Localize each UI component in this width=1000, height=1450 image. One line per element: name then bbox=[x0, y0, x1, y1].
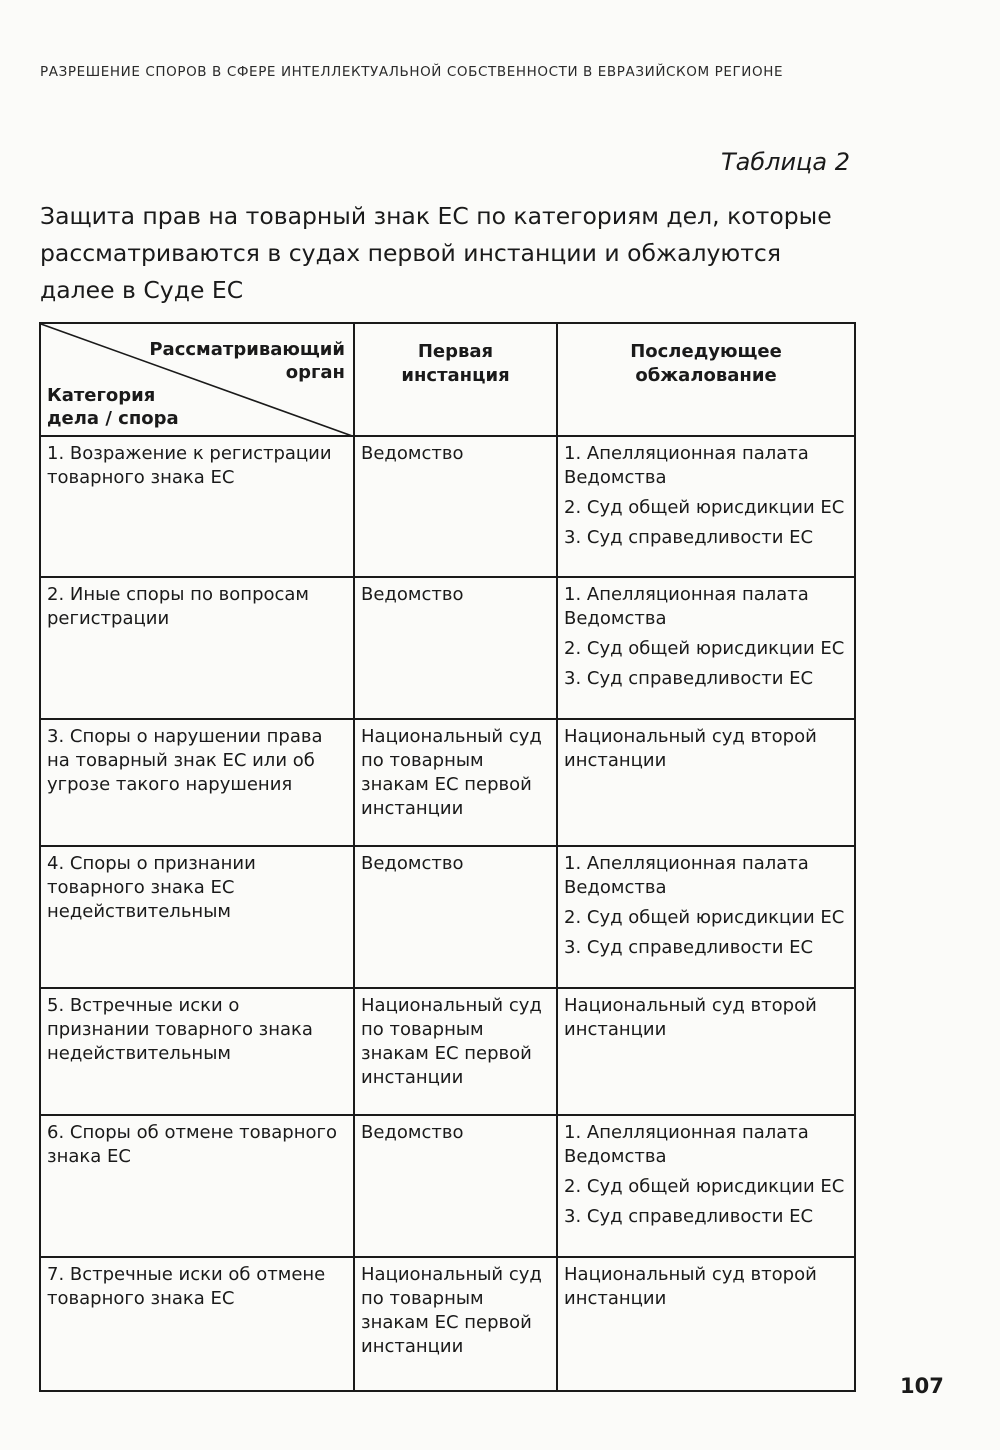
appeal-step: 3. Суд справедливости ЕС bbox=[564, 937, 814, 958]
category-cell: 4. Споры о признании товарного знака ЕС недействительным bbox=[40, 846, 354, 988]
category-cell: 1. Возражение к регистрации товарного знака ЕС bbox=[40, 436, 354, 577]
appeal-cell bbox=[557, 719, 855, 846]
header-reviewing-body: Рассматривающий орган bbox=[149, 339, 345, 383]
appeal-step: 3. Суд справедливости ЕС bbox=[564, 527, 814, 548]
appeal-step: Национальный суд второй инстанции bbox=[564, 726, 817, 771]
appeal-step: 1. Апелляционная палата Ведомства bbox=[564, 584, 809, 629]
appeal-step: Национальный суд второй инстанции bbox=[564, 1264, 817, 1309]
running-head: РАЗРЕШЕНИЕ СПОРОВ В СФЕРЕ ИНТЕЛЛЕКТУАЛЬНОЙ СОБСТВЕННОСТИ В ЕВРАЗИЙСКОМ РЕГИОНЕ bbox=[40, 64, 784, 80]
appeal-cell bbox=[557, 1257, 855, 1391]
first-instance-cell: Ведомство bbox=[354, 436, 557, 577]
table-title: Защита прав на товарный знак ЕС по категориям дел, которые рассматриваются в судах первой инстанции и обжалуются далее в Суде ЕС bbox=[40, 202, 832, 304]
table-row bbox=[40, 1257, 855, 1391]
appeal-cell bbox=[557, 1115, 855, 1257]
first-instance-cell: Ведомство bbox=[354, 846, 557, 988]
table-number: Таблица 2 bbox=[720, 148, 850, 176]
appeal-cell bbox=[557, 436, 855, 577]
category-cell: 3. Споры о нарушении права на товарный знак ЕС или об угрозе такого нарушения bbox=[40, 719, 354, 846]
header-first-instance: Первая инстанция bbox=[354, 323, 557, 436]
first-instance-cell: Национальный суд по товарным знакам ЕС первой инстанции bbox=[354, 988, 557, 1115]
table-row bbox=[40, 988, 855, 1115]
first-instance-cell: Ведомство bbox=[354, 577, 557, 719]
category-cell: 6. Споры об отмене товарного знака ЕС bbox=[40, 1115, 354, 1257]
appeal-step: 2. Суд общей юрисдикции ЕС bbox=[564, 638, 845, 659]
table-row bbox=[40, 1115, 855, 1257]
category-cell: 5. Встречные иски о признании товарного знака недействительным bbox=[40, 988, 354, 1115]
first-instance-cell: Ведомство bbox=[354, 1115, 557, 1257]
category-cell: 2. Иные споры по вопросам регистрации bbox=[40, 577, 354, 719]
appeal-step: 1. Апелляционная палата Ведомства bbox=[564, 443, 809, 488]
table-row bbox=[40, 846, 855, 988]
appeal-step: 2. Суд общей юрисдикции ЕС bbox=[564, 497, 845, 518]
appeal-cell bbox=[557, 988, 855, 1115]
appeal-step: 1. Апелляционная палата Ведомства bbox=[564, 853, 809, 898]
appeal-step: 3. Суд справедливости ЕС bbox=[564, 668, 814, 689]
header-category: Категория дела / спора bbox=[47, 385, 179, 429]
appeal-step: 2. Суд общей юрисдикции ЕС bbox=[564, 1176, 845, 1197]
table-row bbox=[40, 719, 855, 846]
appeal-cell bbox=[557, 846, 855, 988]
appeal-step: 3. Суд справедливости ЕС bbox=[564, 1206, 814, 1227]
category-cell: 7. Встречные иски об отмене товарного знака ЕС bbox=[40, 1257, 354, 1391]
table-header-row bbox=[40, 323, 855, 436]
table-row bbox=[40, 577, 855, 719]
first-instance-cell: Национальный суд по товарным знакам ЕС первой инстанции bbox=[354, 1257, 557, 1391]
appeal-step: Национальный суд второй инстанции bbox=[564, 995, 817, 1040]
diagonal-header-cell bbox=[40, 323, 354, 436]
appeal-step: 2. Суд общей юрисдикции ЕС bbox=[564, 907, 845, 928]
header-subsequent-appeal: Последующее обжалование bbox=[557, 323, 855, 436]
table-row bbox=[40, 436, 855, 577]
page-number: 107 bbox=[900, 1374, 944, 1398]
appeal-cell bbox=[557, 577, 855, 719]
appeal-step: 1. Апелляционная палата Ведомства bbox=[564, 1122, 809, 1167]
disputes-table bbox=[39, 322, 856, 1392]
first-instance-cell: Национальный суд по товарным знакам ЕС первой инстанции bbox=[354, 719, 557, 846]
